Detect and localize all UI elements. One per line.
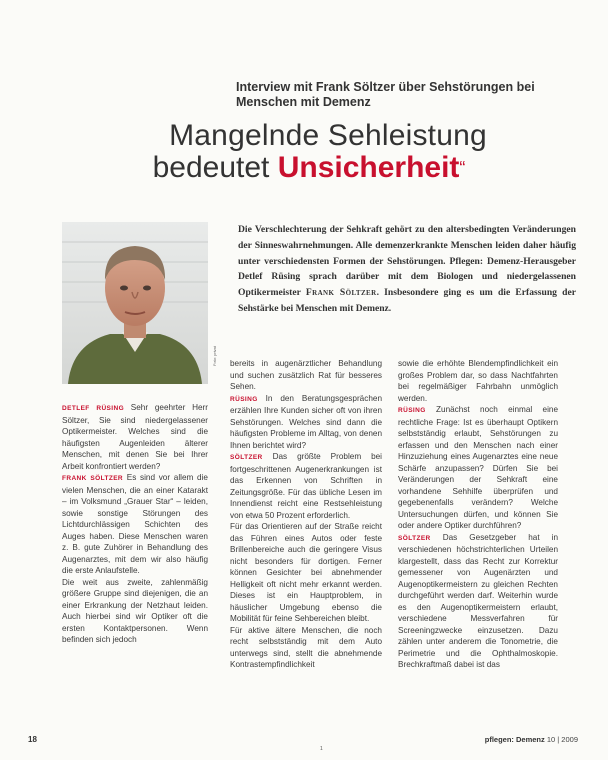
article-column-2 (230, 358, 382, 671)
paragraph-text: Zunächst noch einmal eine rechtliche Frage: Ist es überhaupt Optikern selbstständig erlaubt, Sehstörungen zu erfassen und den Menschen nach einer Hinzuziehung eines Augenarztes eine neue Schärfe anzupassen? Dürfen Sie bei Veränderungen der Sehkraft eine vorhandene Sehhilfe überprüfen und gegebenenfalls verändern? Welche Untersuchungen dürfen, und können Sie oder andere Optiker durchführen? (398, 405, 558, 530)
headline-line-2 (0, 152, 608, 184)
article-intro (238, 222, 576, 317)
speaker-label: RÜSING (230, 395, 258, 403)
paragraph (62, 472, 208, 577)
article-kicker: Interview mit Frank Söltzer über Sehstörungen bei Menschen mit Demenz (236, 80, 535, 109)
article-headline (0, 120, 608, 184)
paragraph (62, 402, 208, 472)
paragraph-text: Die weit aus zweite, zahlenmäßig größere Gruppe sind diejenigen, die an einer Erkrankung der Netzhaut leiden. Auch hierbei sind wir Optiker oft die ersten Kontaktpersonen. Wenn befinden sich jedoch (62, 577, 208, 644)
magazine-name: pflegen: Demenz (484, 735, 545, 744)
paragraph-text: Das größte Problem bei fortgeschrittenen Augenerkrankungen ist das Erkennen von Schriften in Zeitungsgröße. Für das übliche Lesen im Innendienst reicht eine Restsehleistung von etwa 50 Prozent erforderlich. (230, 452, 382, 520)
article-column-1 (62, 402, 208, 646)
paragraph-text: Sehr geehrter Herr Söltzer, Sie sind niedergelassener Optikermeister. Welches sind die häufigsten Augenleiden älterer Menschen, mit denen Sie bei Ihrer Arbeit konfrontiert werden? (62, 403, 209, 471)
paragraph-text: bereits in augenärztlicher Behandlung und suchen zusätzlich Rat für besseres Sehen. (230, 359, 382, 391)
headline-plain: bedeutet (152, 151, 278, 184)
portrait-illustration (62, 222, 208, 384)
photo-credit: Foto: privat (212, 345, 217, 366)
paragraph-text: In den Beratungsgesprächen erzählen Ihre Kunden sicher oft von ihren Sehstörungen. Welches sind dann die häufigsten Probleme im Alltag, von denen Ihnen berichtet wird? (230, 393, 382, 450)
speaker-label: DETLEF RÜSING (62, 405, 125, 412)
paragraph-text: Für das Orientieren auf der Straße reicht das Führen eines Autos oder feste Brillenbereiche auch die geringere Visus nicht besonders für dortigen. Ferner können Gesichter bei abnehmender Helligkeit oft nicht mehr erkannt werden. Dieses ist ein Hauptproblem, in häuslicher Umgebung ebenso die Mobilität für feine Sehbereichen bleibt. (230, 522, 382, 623)
speaker-label: SÖLTZER (398, 534, 431, 542)
paragraph (230, 625, 382, 671)
paragraph (62, 577, 208, 646)
intro-interviewee-name: Frank Söltzer (305, 287, 377, 299)
speaker-label: RÜSING (398, 407, 426, 414)
paragraph (230, 451, 382, 521)
paragraph-text: Für aktive ältere Menschen, die noch recht selbstständig mit dem Auto unterwegs sind, stellt die abnehmende Kontrastempfindlichkeit (230, 625, 382, 669)
magazine-footer (485, 735, 578, 744)
magazine-issue: 10 | 2009 (546, 735, 578, 744)
headline-highlight: Unsicherheit (277, 151, 460, 184)
intro-text: Die Verschlechterung der Sehkraft gehört zu den altersbedingten Veränderungen der Sinneswahrnehmungen. Alle demenzerkrankte Menschen leiden daher häufig unter verschiedensten Formen der Sehstörungen. Pflegen: Demenz-Herausgeber Detlef Rüsing sprach darüber mit dem Biologen und niedergelassenen Optikermeister (238, 224, 576, 299)
paragraph (230, 393, 382, 452)
headline-quote-mark: “ (459, 158, 466, 178)
article-column-3 (398, 358, 558, 671)
speaker-label: SÖLTZER (230, 454, 263, 461)
intro-text-end: . Insbesondere ging es um die Erfassung der Sehstärke bei Menschen mit Demenz. (238, 287, 576, 314)
interviewee-portrait (62, 222, 208, 384)
paragraph (398, 404, 558, 532)
paragraph (230, 358, 382, 393)
paragraph-text: sowie die erhöhte Blendempfindlichkeit ein großes Problem dar, so dass Nachtfahrten bei regelmäßiger Fahrbahn unmöglich werden. (398, 359, 558, 403)
paragraph-text: Es sind vor allem die vielen Menschen, die an einer Katarakt – im Volksmund „Grauer Star“ – leiden, sowie sonstige Störungen des Lichtdurchlässigen Schichten des Auges haben. Diese Menschen waren z. B. gute Zuhörer in Behandlung des Augenarztes, mit dem wir also häufig die erste Anlaufstelle. (62, 473, 208, 575)
paragraph (230, 521, 382, 625)
speaker-label: FRANK SÖLTZER (62, 475, 124, 482)
paragraph (398, 532, 558, 671)
page-number: 18 (28, 735, 37, 744)
headline-line-1: Mangelnde Sehleistung (169, 119, 487, 152)
center-mark: 1 (320, 746, 323, 752)
paragraph-text: Das Gesetzgeber hat in verschiedenen höchstrichterlichen Urteilen klargestellt, dass das Recht zur Korrektur gemessener von Augenärzten und Augenoptikermeistern zu gleichen Rechten durchgeführt werden darf. Weiterhin wurde es den Augenoptikermeistern erlaubt, verschiedene Messverfahren für Screeningzwecke einzusetzen. Dazu zählen unter anderem die Tonometrie, die Perimetrie und die Ophthalmoskopie. Brechkraftmaß dabei ist das (398, 532, 558, 669)
paragraph (398, 358, 558, 404)
